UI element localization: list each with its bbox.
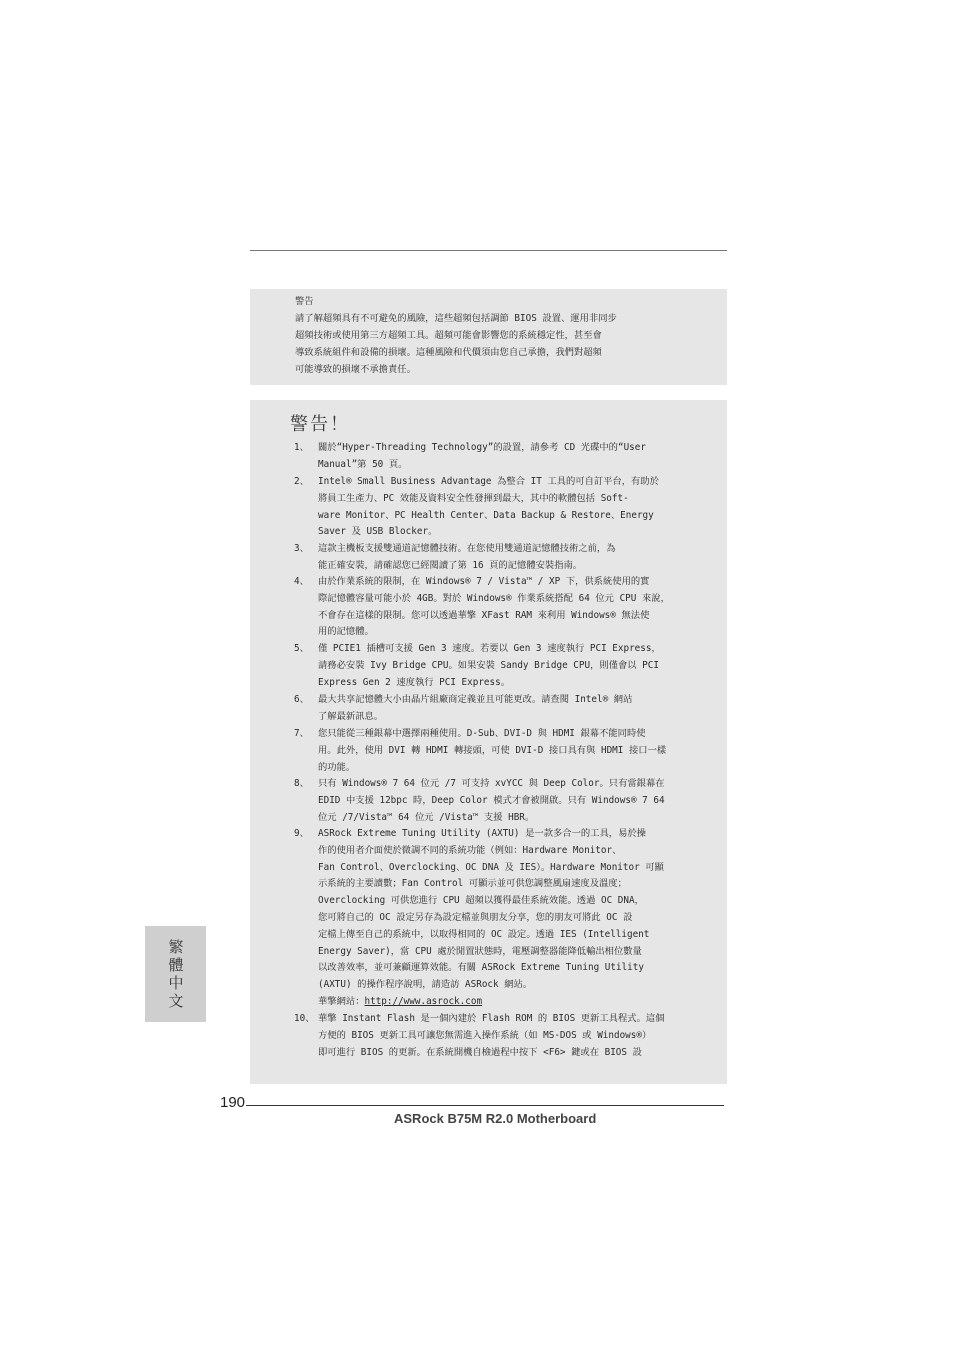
caution-text — [295, 293, 617, 378]
item-text: 最大共享記憶體大小由晶片組廠商定義並且可能更改。請查閱 Intel® 網站 了解最新訊息。 — [318, 694, 633, 722]
website-label: 華擎網站： — [318, 996, 365, 1007]
caution-heading: 警告 — [295, 296, 314, 307]
page-number: 190 — [220, 1094, 246, 1111]
item-number: 10、 — [294, 1013, 315, 1024]
item-number: 9、 — [294, 828, 309, 839]
footer-title: ASRock B75M R2.0 Motherboard — [394, 1111, 597, 1126]
caution-box — [250, 289, 727, 385]
item-text: 這款主機板支援雙通道記憶體技術。在您使用雙通道記憶體技術之前，為 能正確安裝，請確認您已經閱讀了第 16 頁的記憶體安裝指南。 — [318, 543, 616, 571]
language-tab — [145, 926, 206, 1022]
item-number: 5、 — [294, 643, 309, 654]
item-number: 1、 — [294, 442, 309, 453]
caution-line: 請了解超頻具有不可避免的風險，這些超頻包括調節 BIOS 設置、運用非同步 — [295, 313, 617, 324]
caution-line: 可能導致的損壞不承擔責任。 — [295, 364, 416, 375]
item-number: 6、 — [294, 694, 309, 705]
item-text: 華擎 Instant Flash 是一個內建於 Flash ROM 的 BIOS 更新工具程式。這個 方便的 BIOS 更新工具可讓您無需進入操作系統（如 MS-DOS 或 Windows®） 即可進行 BIOS 的更新。在系統開機自檢過程中按下 <F6> 鍵或在 BIOS 設 — [318, 1013, 665, 1058]
top-divider — [250, 250, 727, 251]
asrock-website-link[interactable]: http://www.asrock.com — [364, 996, 483, 1007]
item-text: ASRock Extreme Tuning Utility (AXTU) 是一款多合一的工具，易於操 作的使用者介面使於微調不同的系統功能（例如：Hardware Monitor、 Fan Control、Overclocking、OC DNA 及 IES）。Hardware Monitor 可顯 示系統的主要讀數；Fan Control 可顯示並可供您調整風扇速度及溫度； Overclocking 可供您進行 CPU 超頻以獲得最佳系統效能。透過 OC DNA， 您可將自己的 OC 設定另存為設定檔並與朋友分享，您的朋友可將此 OC 設 定檔上傳至自己的系統中，以取得相同的 OC 設定。透過 IES (Intelligent Energy Saver)，當 CPU 處於閒置狀態時，電壓調整器能降低輸出相位數量 以改善效率，並可兼顧運算效能。有關 ASRock Extreme Tuning Utility (AXTU) 的操作程序說明，請造訪 ASRock 網站。 — [318, 828, 664, 991]
item-text: 僅 PCIE1 插槽可支援 Gen 3 速度。若要以 Gen 3 速度執行 PCI Express， 請務必安裝 Ivy Bridge CPU。如果安裝 Sandy Bridge CPU，則僅會以 PCI Express Gen 2 速度執行 PCI Express。 — [318, 643, 661, 688]
item-number: 4、 — [294, 576, 309, 587]
warning-box — [250, 400, 727, 1084]
item-text: 只有 Windows® 7 64 位元 /7 可支持 xvYCC 與 Deep Color。只有當銀幕在 EDID 中支援 12bpc 時，Deep Color 模式才會被開啟。只有 Windows® 7 64 位元 /7/Vista™ 64 位元 /Vista™ 支援 HBR。 — [318, 778, 665, 823]
item-text: 您只能從三種銀幕中選擇兩種使用。D-Sub、DVI-D 與 HDMI 銀幕不能同時使 用。此外，使用 DVI 轉 HDMI 轉接頭，可使 DVI-D 接口具有與 HDMI 接口一樣 的功能。 — [318, 728, 667, 773]
caution-line: 超頻技術或使用第三方超頻工具。超頻可能會影響您的系統穩定性，甚至會 — [295, 330, 602, 341]
item-text: 關於“Hyper-Threading Technology”的設置，請參考 CD 光碟中的“User Manual”第 50 頁。 — [318, 442, 646, 470]
item-number: 7、 — [294, 728, 309, 739]
item-text: Intel® Small Business Advantage 為整合 IT 工具的可自訂平台，有助於 將員工生產力、PC 效能及資料安全性發揮到最大，其中的軟體包括 Soft- ware Monitor、PC Health Center、Data Backup & Restore、Energy Saver 及 USB Blocker。 — [318, 476, 659, 538]
item-number: 3、 — [294, 543, 309, 554]
item-number: 8、 — [294, 778, 309, 789]
item-text: 由於作業系統的限制，在 Windows® 7 / Vista™ / XP 下，供系統使用的實 際記憶體容量可能小於 4GB。對於 Windows® 作業系統搭配 64 位元 CPU 來說， 不會存在這樣的限制。您可以透過華擎 XFast RAM 來利用 Windows® 無法使 用的記憶體。 — [318, 576, 670, 638]
item-number: 2、 — [294, 476, 309, 487]
asrock-website-line — [318, 994, 482, 1011]
language-tab-label: 繁體中文 — [168, 938, 184, 1010]
bottom-divider — [246, 1105, 724, 1106]
warning-title: 警告！ — [290, 414, 350, 435]
caution-line: 導致系統組件和設備的損壞。這種風險和代價須由您自己承擔，我們對超頻 — [295, 347, 602, 358]
